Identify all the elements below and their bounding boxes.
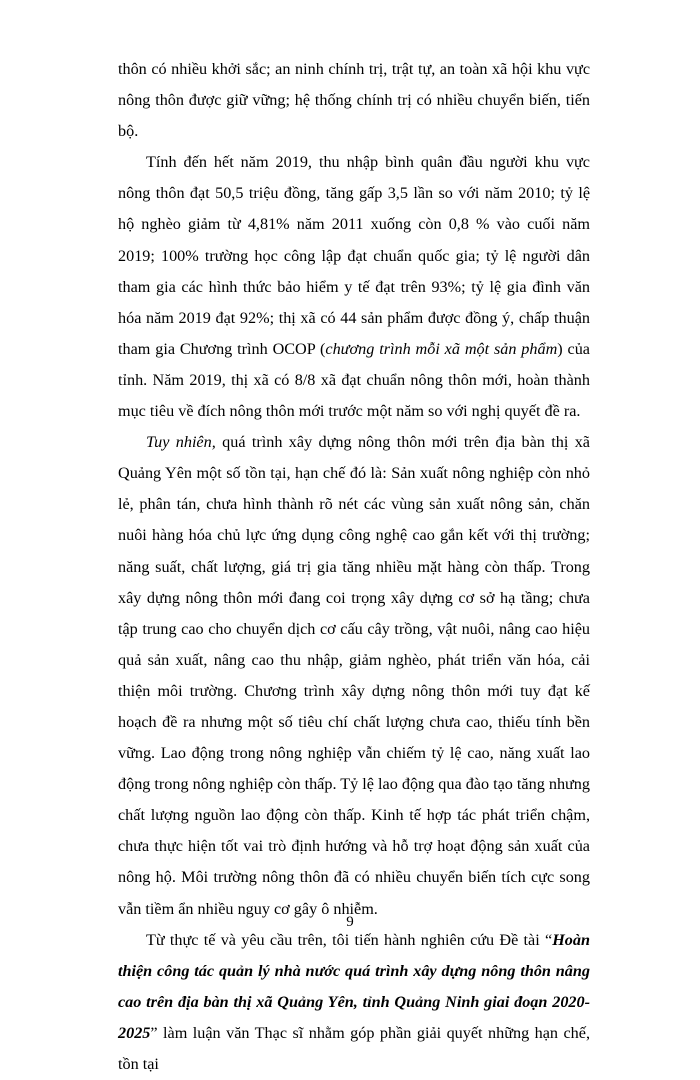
paragraph-1-text: thôn có nhiều khởi sắc; an ninh chính trị, trật tự, an toàn xã hội khu vực nông thôn được giữ vững; hệ thống chính trị có nhiều chuyển biến, tiến bộ. <box>118 60 590 141</box>
paragraph-3-italic-lead: Tuy nhiên, <box>146 433 216 452</box>
paragraph-2-italic: chương trình mỗi xã một sản phẩm <box>325 339 558 358</box>
thesis-title: Hoàn thiện công tác quản lý nhà nước quá trình xây dựng nông thôn nâng cao trên địa bàn thị xã Quảng Yên, tỉnh Quảng Ninh giai đoạn 2020-2025 <box>118 930 590 1042</box>
paragraph-4-lead: Từ thực tế và yêu cầu trên, tôi tiến hành nghiên cứu Đề tài “ <box>146 930 553 949</box>
page-number: 9 <box>346 914 354 930</box>
paragraph-4 <box>118 925 590 1080</box>
paragraph-3 <box>118 427 590 925</box>
paragraph-4-tail: ” làm luận văn Thạc sĩ nhằm góp phần giải quyết những hạn chế, tồn tại <box>118 1023 590 1073</box>
paragraph-1 <box>118 54 590 147</box>
paragraph-3-text: quá trình xây dựng nông thôn mới trên địa bàn thị xã Quảng Yên một số tồn tại, hạn chế đó là: Sản xuất nông nghiệp còn nhỏ lẻ, phân tán, chưa hình thành rõ nét các vùng sản xuất nông sản, chăn nuôi hàng hóa chủ lực ứng dụng công nghệ cao gắn kết với thị trường; năng suất, chất lượng, giá trị gia tăng nhiều mặt hàng còn thấp. Trong xây dựng nông thôn mới đang coi trọng xây dựng cơ sở hạ tầng; chưa tập trung cao cho chuyển dịch cơ cấu cây trồng, vật nuôi, nâng cao hiệu quả sản xuất, nâng cao thu nhập, giảm nghèo, phát triển văn hóa, cải thiện môi trường. Chương trình xây dựng nông thôn mới tuy đạt kế hoạch đề ra nhưng một số tiêu chí chất lượng chưa cao, thiếu tính bền vững. Lao động trong nông nghiệp vẫn chiếm tỷ lệ cao, năng xuất lao động trong nông nghiệp còn thấp. Tỷ lệ lao động qua đào tạo tăng nhưng chất lượng nguồn lao động còn thấp. Kinh tế hợp tác phát triển chậm, chưa thực hiện tốt vai trò định hướng và hỗ trợ hoạt động sản xuất của nông hộ. Môi trường nông thôn đã có nhiều chuyển biến tích cực song vẫn tiềm ẩn nhiều nguy cơ gây ô nhiễm. <box>118 433 590 918</box>
paragraph-2-text-b: ) của tỉnh. Năm 2019, thị xã có 8/8 xã đạt chuẩn nông thôn mới, hoàn thành mục tiêu về đích nông thôn mới trước một năm so với nghị quyết đề ra. <box>118 339 590 421</box>
paragraph-2-text-a: Tính đến hết năm 2019, thu nhập bình quân đầu người khu vực nông thôn đạt 50,5 triệu đồng, tăng gấp 3,5 lần so với năm 2010; tỷ lệ hộ nghèo giảm từ 4,81% năm 2011 xuống còn 0,8 % vào cuối năm 2019; 100% trường học công lập đạt chuẩn quốc gia; tỷ lệ người dân tham gia các hình thức bảo hiểm y tế đạt trên 93%; tỷ lệ gia đình văn hóa năm 2019 đạt 92%; thị xã có 44 sản phẩm được đồng ý, chấp thuận tham gia Chương trình OCOP ( <box>118 153 590 358</box>
paragraph-2 <box>118 147 590 427</box>
